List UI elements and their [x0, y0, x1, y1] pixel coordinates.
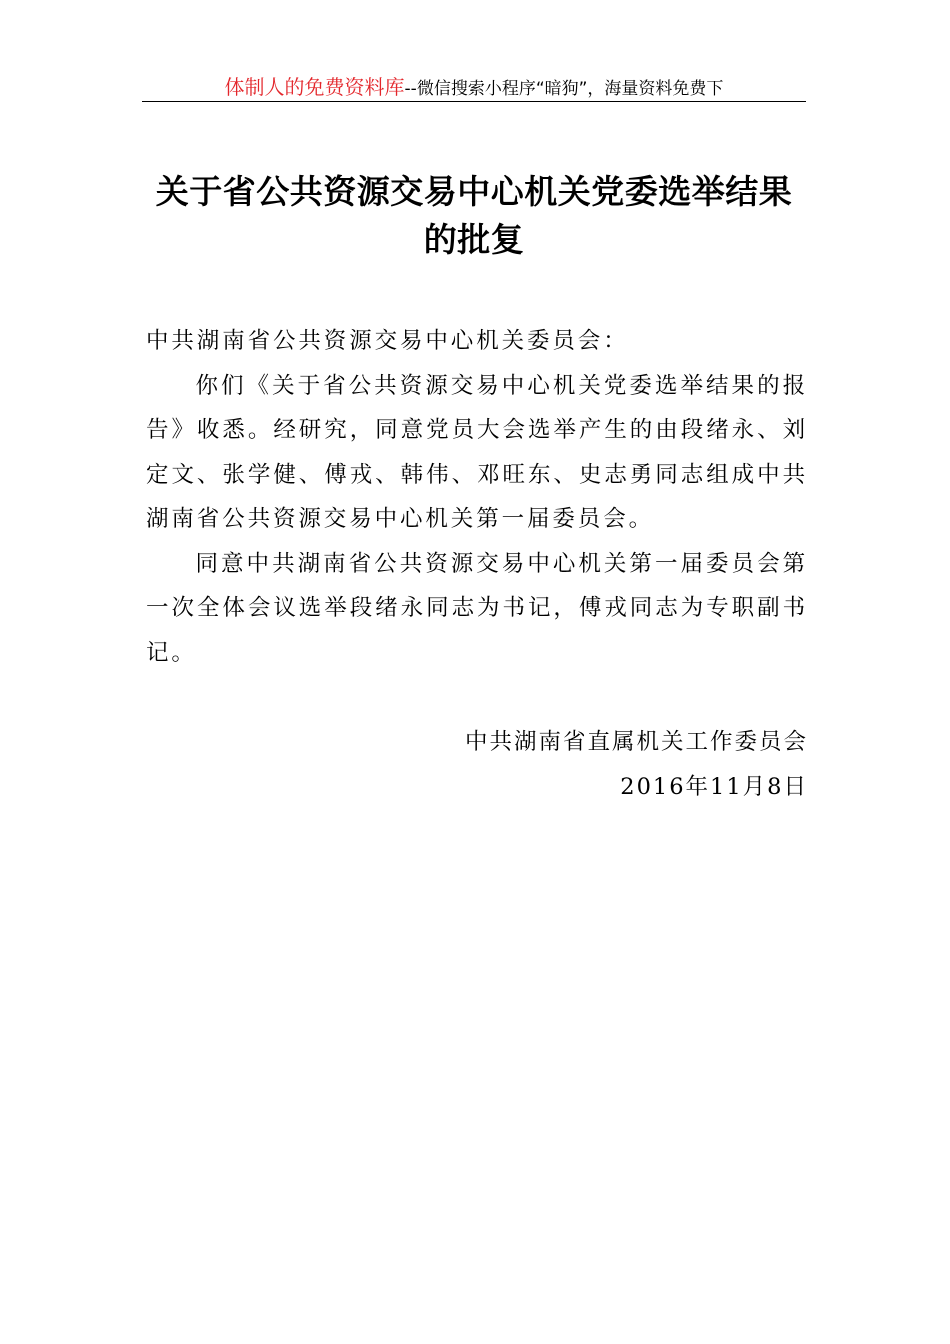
watermark-header [142, 72, 806, 102]
body-paragraph: 你们《关于省公共资源交易中心机关党委选举结果的报告》收悉。经研究，同意党员大会选举产生的由段绪永、刘定文、张学健、傅戎、韩伟、邓旺东、史志勇同志组成中共湖南省公共资源交易中心机关第一届委员会。 [146, 372, 808, 532]
document-title: 关于省公共资源交易中心机关党委选举结果的批复 [155, 172, 793, 259]
salutation: 中共湖南省公共资源交易中心机关委员会： [146, 328, 629, 354]
signature-block [465, 720, 808, 809]
issuer: 中共湖南省直属机关工作委员会 [464, 729, 808, 755]
header-brand: 体制人的免费资料库 [224, 75, 405, 99]
header-divider [142, 101, 806, 102]
issue-date: 2016年11月8日 [620, 773, 808, 800]
header-slogan: --微信搜索小程序“暗狗”，海量资料免费下 [404, 79, 724, 99]
body-paragraph: 同意中共湖南省公共资源交易中心机关第一届委员会第一次全体会议选举段绪永同志为书记，傅戎同志为专职副书记。 [146, 550, 808, 666]
document-body [146, 319, 808, 675]
